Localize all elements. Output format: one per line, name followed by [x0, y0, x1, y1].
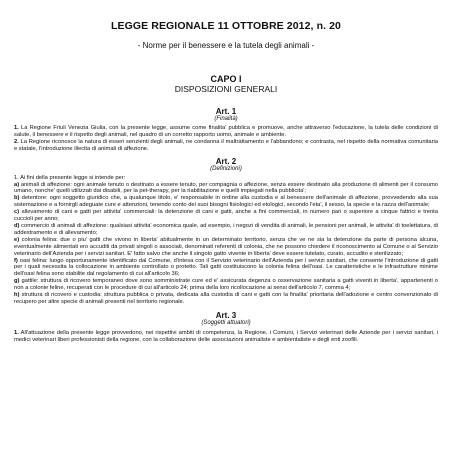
article-1-subtitle: (Finalità) — [214, 116, 238, 122]
article-2-title: Art. 2 — [215, 156, 237, 166]
chapter-subtitle: DISPOSIZIONI GENERALI — [174, 84, 278, 94]
paragraph-number: 1. — [14, 125, 19, 131]
item-text: detentore: ogni soggetto giuridico che, a qualunque titolo, e' responsabile in ordine alla custodia e al benessere dell'animale di affezione, provvedendo alla sua sistemazione e a fornirgli adeguate cure e attenzioni, tenendo conto dei suoi bisogni fisiologici ed etologici, secondo l'eta', il sesso, la specie e la razza dell'animale; — [14, 195, 438, 209]
law-document — [14, 20, 438, 344]
article-1-paragraph-2 — [14, 139, 438, 153]
item-key: a) — [14, 181, 20, 188]
law-title: LEGGE REGIONALE 11 OTTOBRE 2012, n. 20 — [110, 20, 341, 32]
item-text: gattile: struttura di ricovero temporaneo dove sono somministrate cure ed e' assicurata degenza o osservazione sanitaria a gatti viventi in liberta', appartenenti o non a colonie feline, recuperati con le procedure di cui all'articolo 24; prima della loro ricollocazione ai sensi dell'articolo 7, comma 4; — [14, 278, 438, 292]
item-text: struttura di ricovero e custodia: struttura pubblica o privata, dedicata alla custodia di cani e gatti con la finalita' prioritaria dell'adozione e centro convenzionato di recupero per altre specie di animali presenti nel territorio regionale. — [14, 292, 438, 305]
item-text: colonia felina: due o piu' gatti che vivono in liberta' abitualmente in un determinato territorio, senza che ve ne sia la detenzione da parte di persona alcuna, eventualmente alimentati ero accuditi da privati singoli o associati, denominati referenti di colonia, che ne possono chiedere il riconoscimento al Comune o al Servizio veterinario dell'Azienda per i servizi sanitari. E' fatto salvo che anche il singolo gatto vivente in liberta' deve essere tutelato, curato, accudito e sterilizzato; — [14, 236, 438, 257]
item-key: h) — [14, 292, 20, 299]
item-key: c) — [14, 209, 20, 216]
item-key: g) — [14, 278, 20, 285]
definition-item — [14, 209, 438, 223]
paragraph-number: 1. — [14, 329, 19, 336]
law-subtitle: - Norme per il benessere e la tutela degli animali - — [137, 41, 315, 50]
article-1-paragraph-1 — [14, 125, 438, 139]
article-2-intro: 1. Ai fini della presente legge si intende per: — [14, 174, 126, 181]
item-key: d) — [14, 222, 20, 229]
item-key: f) — [14, 257, 18, 264]
item-text: oasi felina: luogo opportunamente identificato dal Comune, d'intesa con il Servizio veterinario dell'Azienda per i servizi sanitari, che consente l'introduzione di gatti per i quali necessita la collocazione in ambiente controllato o protetto. Tali gatti costituiscono la colonia felina dell'oasi. Le caratteristiche e le infrastrutture minime dell'oasi felina sono stabilite dal regolamento di cui all'articolo 36; — [14, 257, 438, 278]
item-text: allevamento di cani e gatti per attivita' commerciali: la detenzione di cani e gatti, anche a fini commerciali, in numero pari o superiore a cinque fattrici e trenta cuccioli per anno; — [14, 209, 438, 223]
definition-item — [14, 237, 438, 258]
definition-item — [14, 182, 438, 196]
item-key: b) — [14, 195, 20, 202]
paragraph-text: La Regione riconosce la natura di esseri senzienti degli animali, ne condanna il maltrattamento e l'abbandono; e contrasta, nel rispetto della normativa comunitaria e statale, l'introduzione illecita di animali di affezione. — [14, 138, 438, 152]
definition-item — [14, 292, 438, 306]
paragraph-text: La Regione Friuli Venezia Giulia, con la presente legge, assume come finalita' pubblica e promuove, anche attraverso l'educazione, la tutela delle condizioni di salute, il benessere e il rispetto degli animali, nel quadro di un corretto rapporto uomo, animale e ambiente. — [14, 125, 438, 138]
article-3-title: Art. 3 — [215, 310, 237, 320]
article-3-paragraph-1 — [14, 330, 438, 344]
article-2-subtitle: (Definizioni) — [210, 165, 242, 172]
item-text: commercio di animali di affezione: qualsiasi attivita' economica quale, ad esempio, i negozi di vendita di animali, le pensioni per animali, le attivita' di toelettatura, di addestramento e di allevamento; — [14, 222, 438, 236]
definition-item — [14, 278, 438, 292]
definition-item — [14, 258, 438, 279]
definition-item — [14, 195, 438, 209]
paragraph-number: 2. — [14, 138, 19, 145]
article-1-title: Art. 1 — [215, 107, 237, 116]
chapter-title: CAPO I — [210, 74, 242, 84]
paragraph-text: All'attuazione della presente legge provvedono, nei rispettivi ambiti di competenza, la Regione, i Comuni, i Servizi veterinari delle Aziende per i servizi sanitari, i medici veterinari liberi professionisti della regione, con la collaborazione delle associazioni animaliste e ambientaliste e degli enti zoofili. — [14, 329, 438, 343]
item-key: e) — [14, 236, 20, 243]
item-text: animali di affezione: ogni animale tenuto o destinato a essere tenuto, per compagnia o affezione, senza essere destinato alla produzione di alimenti per il consumo umano, nonche' quelli utilizzati dai disabili, per la pet-therapy, per la riabilitazione e quelli impiegati nella pubblicita'; — [14, 181, 438, 195]
definition-item — [14, 223, 438, 237]
article-3-subtitle: (Soggetti attuatori) — [201, 319, 251, 326]
